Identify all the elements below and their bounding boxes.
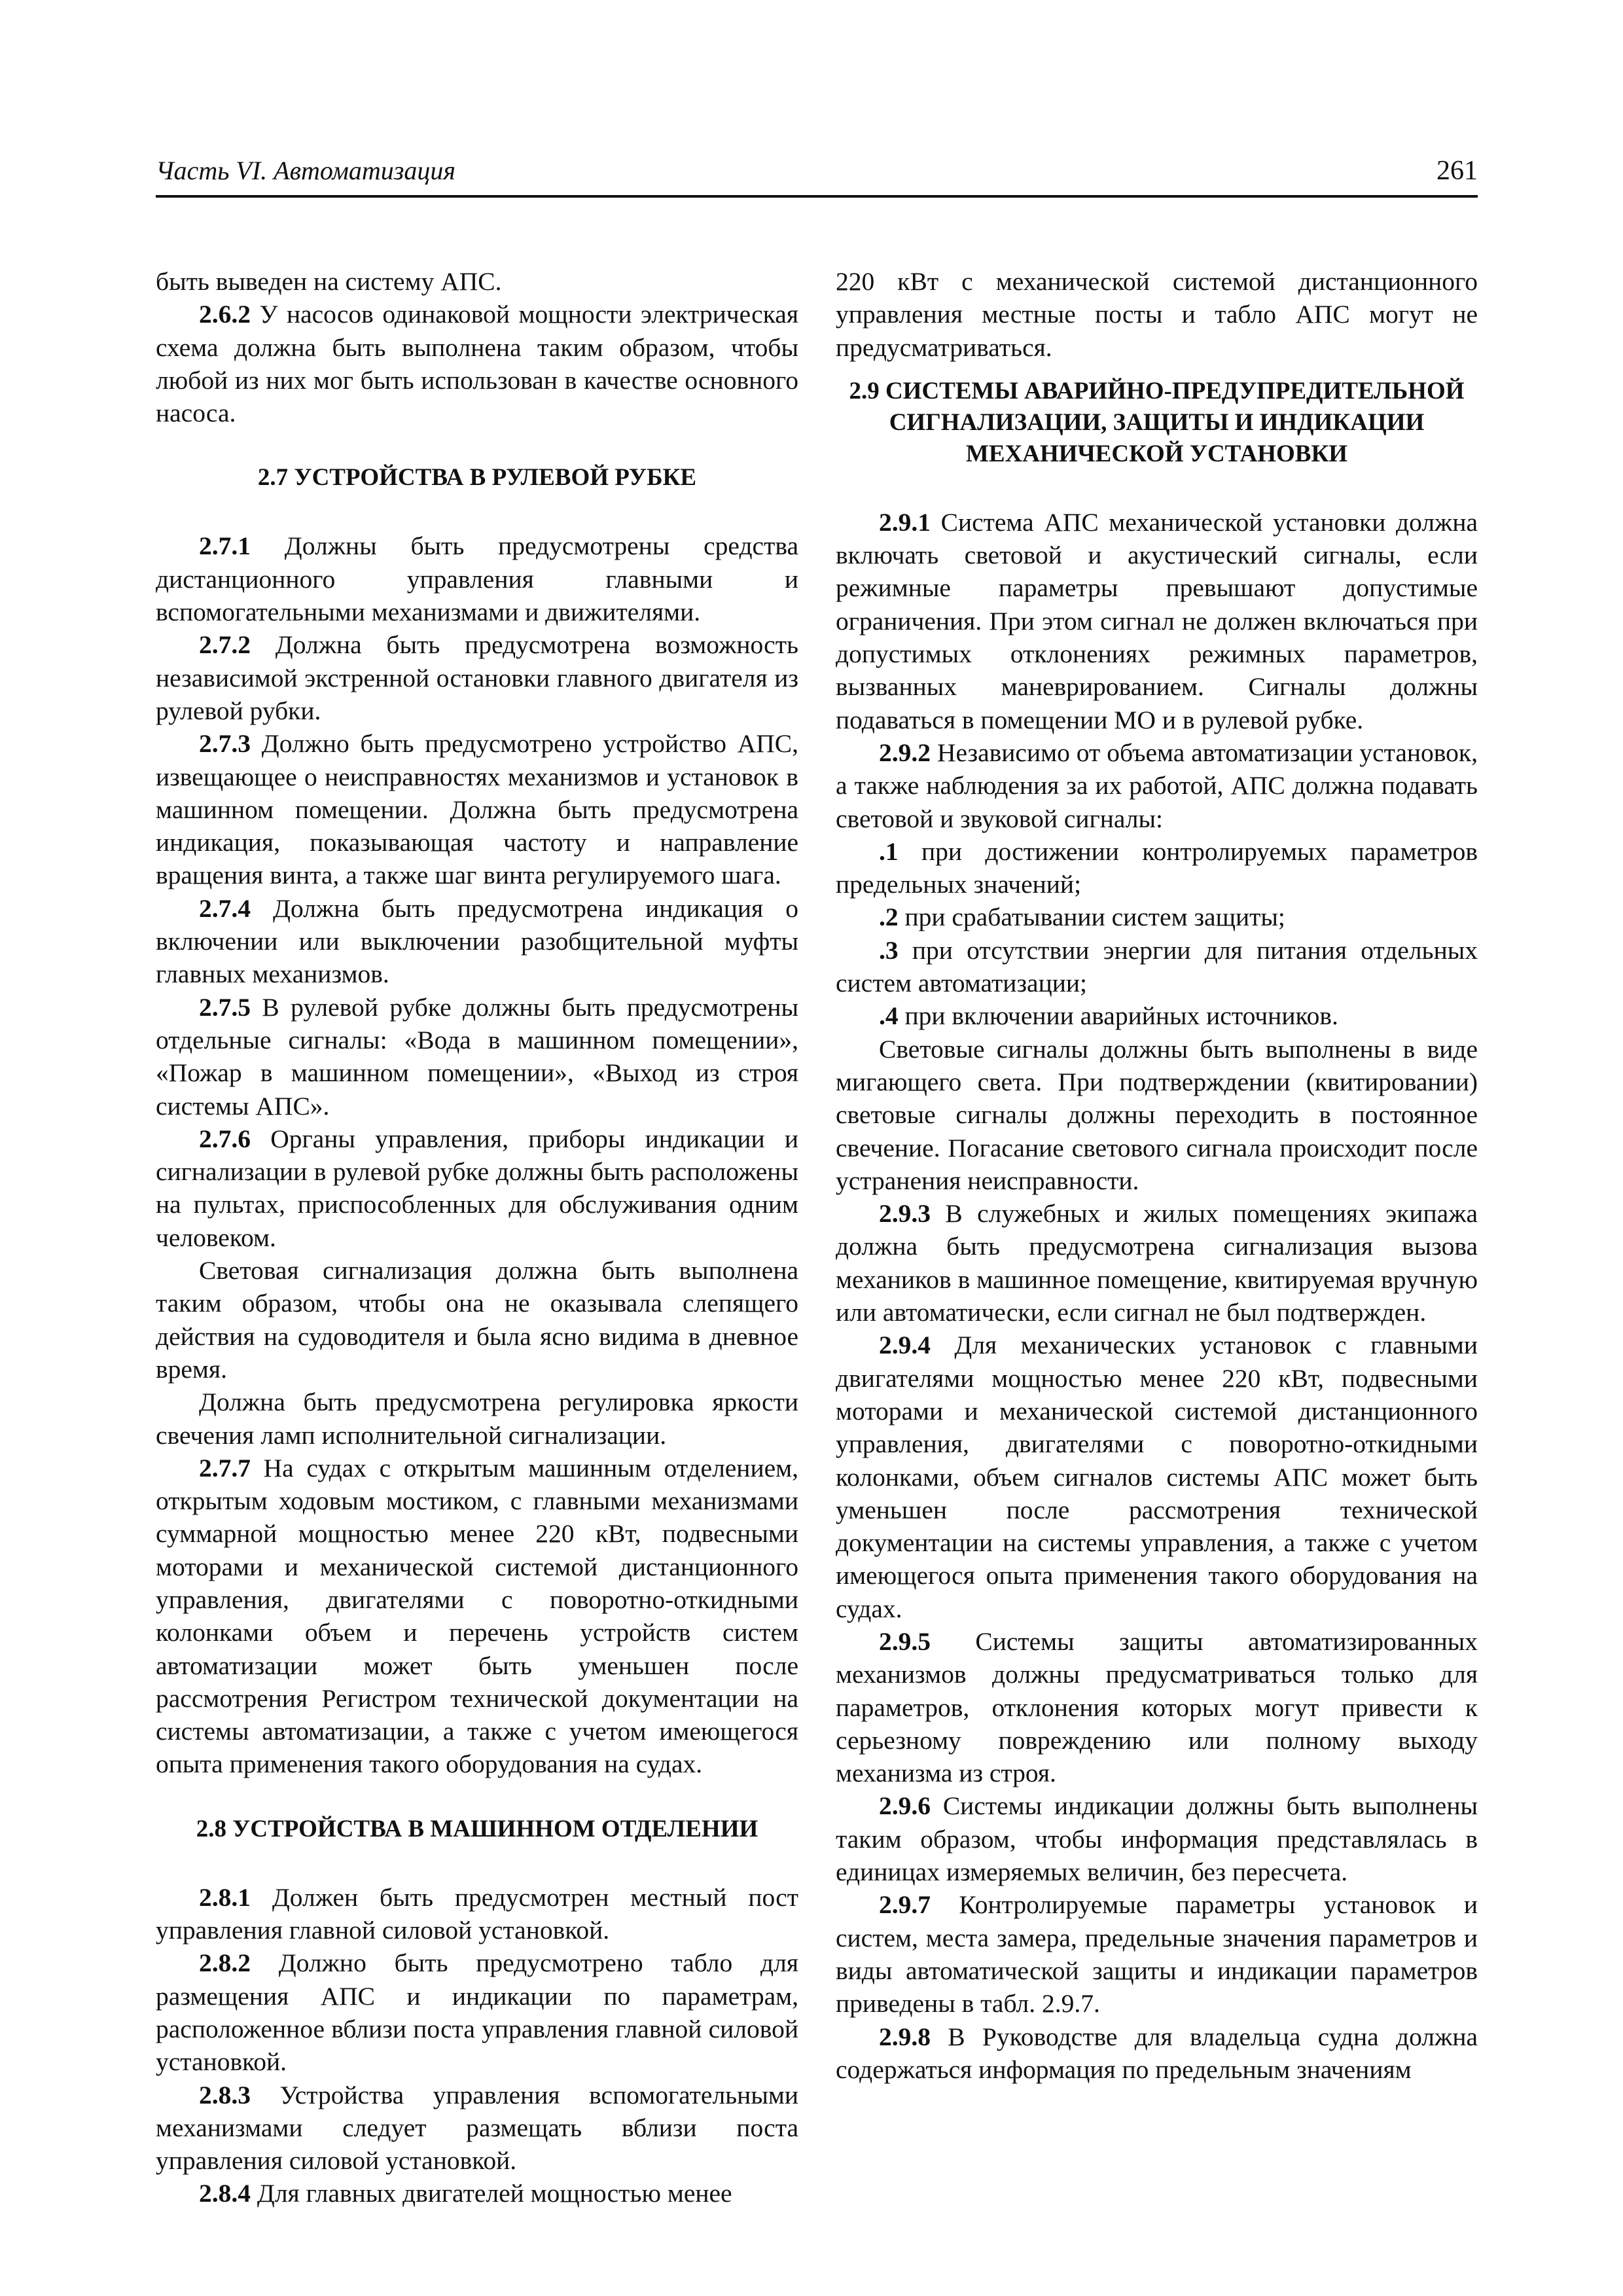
paragraph-2-7-4: 2.7.4 Должна быть предусмотрена индикация о включении или выключении разобщительной муфты главных механизмов. [156,893,798,989]
clause-number: 2.7.6 [199,1124,251,1153]
paragraph-2-7-6-light: Световая сигнализация должна быть выполнена таким образом, чтобы она не оказывала слепящего действия на судоводителя и была ясно видима в дневное время. [156,1256,798,1384]
clause-number: 2.9.7 [879,1890,931,1920]
list-item-number: .1 [879,836,899,866]
list-item-number: .4 [879,1001,899,1031]
paragraph-continuation: быть выведен на систему АПС. [156,267,502,296]
clause-number: 2.9.4 [879,1331,931,1360]
clause-number: 2.9.8 [879,2022,931,2051]
list-item-1: .1 при достижении контролируемых параметров предельных значений; [836,836,1478,899]
paragraph-2-9-3: 2.9.3 В служебных и жилых помещениях экипажа должна быть предусмотрена сигнализация вызова механиков в машинное помещение, квитируемая вручную или автоматически, если сигнал не был подтвержден. [836,1199,1478,1327]
paragraph-2-9-2: 2.9.2 Независимо от объема автоматизации установок, а также наблюдения за их работой, АПС должна подавать световой и звуковой сигналы: [836,738,1478,833]
section-heading-2-8: 2.8 УСТРОЙСТВА В МАШИННОМ ОТДЕЛЕНИИ [196,1815,758,1842]
list-item-3: .3 при отсутствии энергии для питания отдельных систем автоматизации; [836,935,1478,998]
section-heading-2-7: 2.7 УСТРОЙСТВА В РУЛЕВОЙ РУБКЕ [257,464,697,492]
list-item-4: .4 при включении аварийных источников. [879,1001,1338,1031]
clause-number: 2.7.3 [199,729,251,759]
clause-number: 2.6.2 [199,300,251,329]
paragraph-2-9-1: 2.9.1 Система АПС механической установки должна включать световой и акустический сигналы, если режимные параметры превышают допустимые ограничения. При этом сигнал не должен включаться при допустимых отклонениях режимных параметров, вызванных маневрированием. Сигналы должны подаваться в помещении МО и в рулевой рубке. [836,507,1478,734]
paragraph-2-7-6-brightness: Должна быть предусмотрена регулировка яркости свечения ламп исполнительной сигнализации. [156,1388,798,1450]
clause-number: 2.8.4 [199,2179,251,2208]
paragraph-2-8-1: 2.8.1 Должен быть предусмотрен местный пост управления главной силовой установкой. [156,1882,798,1945]
paragraph-2-9-2-light-signals: Световые сигналы должны быть выполнены в виде мигающего света. При подтверждении (квитировании) световые сигналы должны переходить в постоянное свечение. Погасание светового сигнала происходит после устранения неисправности. [836,1034,1478,1195]
paragraph-2-6-2: 2.6.2 У насосов одинаковой мощности электрическая схема должна быть выполнена таким образом, чтобы любой из них мог быть использован в качестве основного насоса. [156,300,798,428]
running-head [156,149,1478,198]
clause-number: 2.9.5 [879,1626,931,1656]
page-number: 261 [1436,156,1478,186]
clause-number: 2.9.1 [879,507,931,537]
clause-number: 2.9.6 [879,1791,931,1821]
list-item-2: .2 при срабатывании систем защиты; [879,903,1285,932]
paragraph-2-9-4: 2.9.4 Для механических установок с главными двигателями мощностью менее 220 кВт, подвесными моторами и механической системой дистанционного управления, двигателями с поворотно-откидными колонками, объем сигналов системы АПС может быть уменьшен после рассмотрения технической документации на системы управления, а также с учетом имеющегося опыта применения такого оборудования на судах. [836,1331,1478,1623]
clause-number: 2.7.2 [199,630,251,660]
paragraph-2-7-5: 2.7.5 В рулевой рубке должны быть предусмотрены отдельные сигналы: «Вода в машинном помещении», «Пожар в машинном помещении», «Выход из строя системы АПС». [156,992,798,1121]
paragraph-2-7-3: 2.7.3 Должно быть предусмотрено устройство АПС, извещающее о неисправностях механизмов и установок в машинном помещении. Должна быть предусмотрена индикация, показывающая частоту и направление вращения винта, а также шаг винта регулируемого шага. [156,729,798,890]
paragraph-2-9-7: 2.9.7 Контролируемые параметры установок и систем, места замера, предельные значения параметров и виды автоматической защиты и индикации параметров приведены в табл. 2.9.7. [836,1890,1478,2018]
clause-number: 2.7.7 [199,1453,251,1482]
right-column [836,265,1478,2086]
clause-number: 2.8.3 [199,2080,251,2109]
clause-number: 2.9.2 [879,738,931,767]
clause-number: 2.7.4 [199,893,251,923]
paragraph-2-7-7: 2.7.7 На судах с открытым машинным отделением, открытым ходовым мостиком, с главными механизмами суммарной мощностью менее 220 кВт, подвесными моторами и механической системой дистанционного управления, двигателями с поворотно-откидными колонками объем и перечень устройств систем автоматизации может быть уменьшен после рассмотрения Регистром технической документации на системы автоматизации, а также с учетом имеющегося опыта применения такого оборудования на судах. [156,1453,798,1779]
paragraph-2-7-6: 2.7.6 Органы управления, приборы индикации и сигнализации в рулевой рубке должны быть расположены на пультах, приспособленных для обслуживания одним человеком. [156,1124,798,1252]
list-item-number: .3 [879,935,899,965]
clause-number: 2.8.1 [199,1882,251,1912]
clause-number: 2.7.5 [199,992,251,1022]
paragraph-2-7-1: 2.7.1 Должны быть предусмотрены средства дистанционного управления главными и вспомогательными механизмами и движителями. [156,531,798,627]
paragraph-2-9-5: 2.9.5 Системы защиты автоматизированных механизмов должны предусматриваться только для параметров, отклонения которых могут привести к серьезному повреждению или полному выходу механизма из строя. [836,1626,1478,1788]
paragraph-2-8-4: 2.8.4 Для главных двигателей мощностью менее [199,2179,732,2208]
left-column [156,265,798,2210]
list-item-number: .2 [879,903,899,932]
clause-number: 2.7.1 [199,531,251,561]
paragraph-2-8-3: 2.8.3 Устройства управления вспомогательными механизмами следует размещать вблизи поста управления силовой установкой. [156,2080,798,2176]
section-heading-2-9: 2.9 СИСТЕМЫ АВАРИЙНО-ПРЕДУПРЕДИТЕЛЬНОЙ СИГНАЛИЗАЦИИ, ЗАЩИТЫ И ИНДИКАЦИИ МЕХАНИЧЕСКОЙ УСТАНОВКИ [849,377,1465,467]
clause-number: 2.9.3 [879,1199,931,1229]
paragraph-2-8-4-continuation: 220 кВт с механической системой дистанционного управления местные посты и табло АПС могут не предусматриваться. [836,267,1478,362]
paragraph-2-9-6: 2.9.6 Системы индикации должны быть выполнены таким образом, чтобы информация представлялась в единицах измеряемых величин, без пересчета. [836,1791,1478,1887]
paragraph-2-7-2: 2.7.2 Должна быть предусмотрена возможность независимой экстренной остановки главного двигателя из рулевой рубки. [156,630,798,725]
clause-number: 2.8.2 [199,1948,251,1978]
running-title: Часть VI. Автоматизация [156,156,455,185]
paragraph-2-9-8: 2.9.8 В Руководстве для владельца судна должна содержаться информация по предельным значениям [836,2022,1478,2084]
paragraph-2-8-2: 2.8.2 Должно быть предусмотрено табло для размещения АПС и индикации по параметрам, расположенное вблизи поста управления главной силовой установкой. [156,1948,798,2077]
